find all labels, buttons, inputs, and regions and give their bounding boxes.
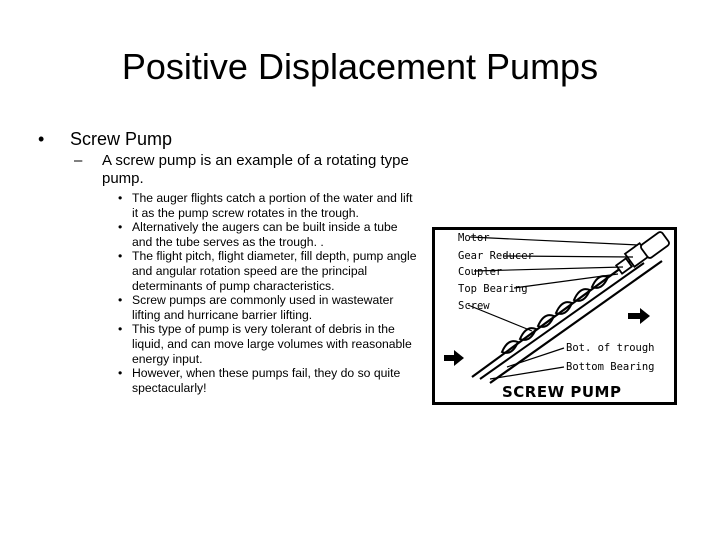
bullet-marker: • bbox=[118, 293, 123, 308]
detail-bullet-item bbox=[118, 366, 418, 395]
label-bottom-of-trough: Bot. of trough bbox=[566, 342, 655, 354]
detail-bullet-item bbox=[118, 293, 418, 322]
detail-bullet-list bbox=[118, 191, 418, 395]
screw-pump-diagram bbox=[432, 227, 677, 405]
bullet-marker: • bbox=[118, 249, 123, 264]
detail-bullet-text: However, when these pumps fail, they do so quite spectacularly! bbox=[132, 366, 401, 395]
figure-caption: SCREW PUMP bbox=[502, 383, 622, 401]
label-screw: Screw bbox=[458, 300, 490, 312]
detail-bullet-item bbox=[118, 191, 418, 220]
bullet-text: Screw Pump bbox=[70, 129, 173, 149]
bullet-marker: • bbox=[118, 220, 123, 235]
bullet-marker: • bbox=[118, 322, 123, 337]
detail-bullet-text: This type of pump is very tolerant of debris in the liquid, and can move large volumes with reasonable energy input. bbox=[132, 322, 412, 366]
sub-bullet-text: A screw pump is an example of a rotating type pump. bbox=[102, 152, 409, 187]
slide-title: Positive Displacement Pumps bbox=[121, 46, 599, 87]
bullet-marker: • bbox=[118, 191, 123, 205]
bullet-marker: • bbox=[38, 129, 45, 149]
label-gear-reducer: Gear Reducer bbox=[458, 250, 534, 262]
detail-bullet-item bbox=[118, 249, 418, 293]
detail-bullet-item bbox=[118, 220, 418, 249]
detail-bullet-text: Screw pumps are commonly used in wastewater lifting and hurricane barrier lifting. bbox=[132, 293, 394, 322]
label-bottom-bearing: Bottom Bearing bbox=[566, 361, 655, 373]
detail-bullet-item bbox=[118, 322, 418, 366]
detail-bullet-text: Alternatively the augers can be built inside a tube and the tube serves as the trough. . bbox=[132, 220, 398, 249]
label-motor: Motor bbox=[458, 232, 490, 244]
dash-marker: – bbox=[74, 152, 83, 169]
bullet-marker: • bbox=[118, 366, 123, 381]
label-top-bearing: Top Bearing bbox=[458, 283, 528, 295]
detail-bullet-text: The flight pitch, flight diameter, fill depth, pump angle and angular rotation speed are the principal determinants of pump characteristics. bbox=[132, 249, 417, 293]
detail-bullet-text: The auger flights catch a portion of the water and lift it as the pump screw rotates in the trough. bbox=[132, 191, 413, 220]
label-coupler: Coupler bbox=[458, 266, 503, 278]
